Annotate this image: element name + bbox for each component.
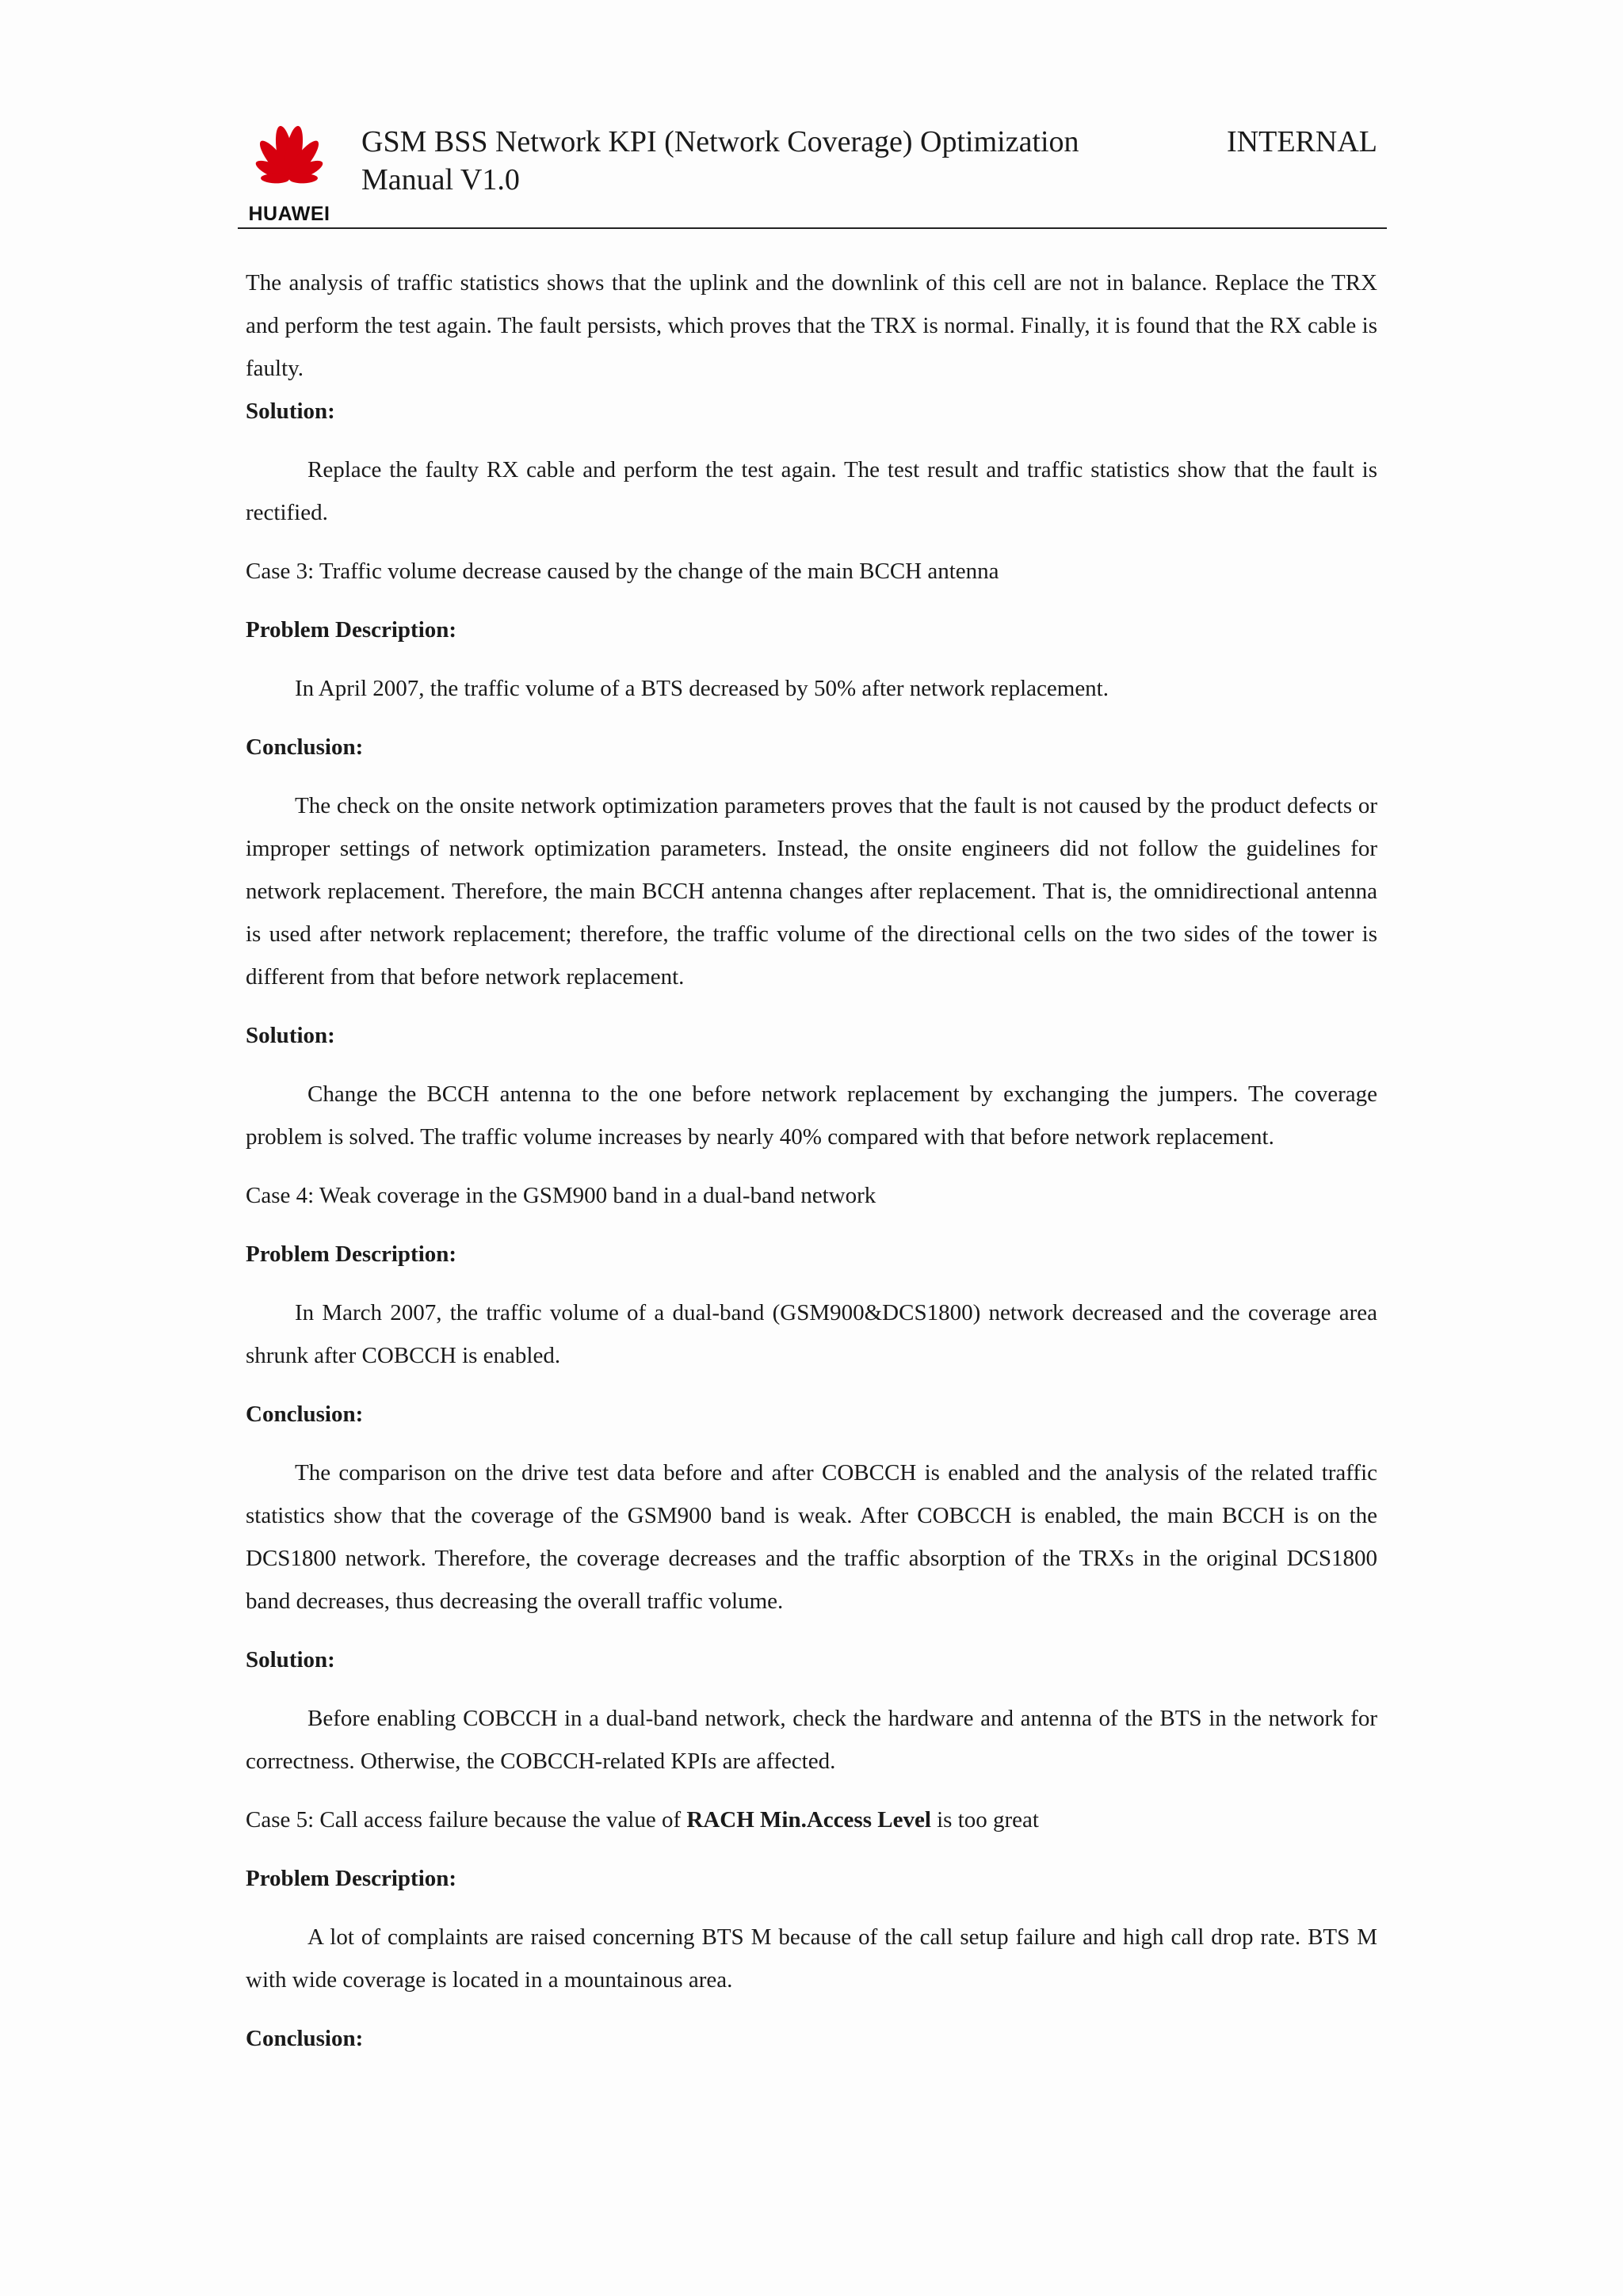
section-heading: Solution:	[246, 1023, 335, 1048]
section-heading: Conclusion:	[246, 1402, 364, 1427]
huawei-flower-icon	[238, 119, 341, 204]
paragraph: The comparison on the drive test data before and after COBCCH is enabled and the analysis of the related traffic statistics show that the coverage of the GSM900 band is weak. After COBCCH is enabled, the main BCCH is on the DCS1800 network. Therefore, the coverage decreases and the traffic absorption of the TRXs in the original DCS1800 band decreases, thus decreasing the overall traffic volume.	[246, 1460, 1377, 1614]
paragraph: In April 2007, the traffic volume of a BTS decreased by 50% after network replacement.	[295, 676, 1109, 701]
header-divider	[238, 227, 1387, 229]
section-heading: Problem Description:	[246, 1241, 457, 1267]
parameter-name: RACH Min.Access Level	[686, 1807, 931, 1833]
paragraph: In March 2007, the traffic volume of a dual-band (GSM900&DCS1800) network decreased and the coverage area shrunk after COBCCH is enabled.	[246, 1300, 1377, 1368]
case-heading	[246, 1798, 1377, 1841]
section-heading: Solution:	[246, 1647, 335, 1672]
paragraph: The analysis of traffic statistics shows that the uplink and the downlink of this cell are not in balance. Replace the TRX and perform the test again. The fault persists, which proves that the TRX is normal. Finally, it is found that the RX cable is faulty.	[246, 270, 1377, 381]
section-heading: Conclusion:	[246, 734, 364, 760]
huawei-logo	[238, 119, 341, 223]
case-heading-prefix: Case 5: Call access failure because the value of	[246, 1807, 687, 1833]
case-heading: Case 4: Weak coverage in the GSM900 band in a dual-band network	[246, 1183, 876, 1208]
paragraph: Before enabling COBCCH in a dual-band network, check the hardware and antenna of the BTS in the network for correctness. Otherwise, the COBCCH-related KPIs are affected.	[246, 1706, 1377, 1774]
classification-label: INTERNAL	[1227, 125, 1377, 158]
section-heading: Solution:	[246, 399, 335, 424]
paragraph: The check on the onsite network optimization parameters proves that the fault is not caused by the product defects or improper settings of network optimization parameters. Instead, the onsite engineers did not follow the guidelines for network replacement. Therefore, the main BCCH antenna changes after replacement. That is, the omnidirectional antenna is used after network replacement; therefore, the traffic volume of the directional cells on the two sides of the tower is different from that before network replacement.	[246, 793, 1377, 990]
section-heading: Problem Description:	[246, 617, 457, 643]
document-title: GSM BSS Network KPI (Network Coverage) Optimization Manual V1.0	[361, 125, 1079, 196]
paragraph: Replace the faulty RX cable and perform the test again. The test result and traffic statistics show that the fault is rectified.	[246, 457, 1377, 525]
case-heading: Case 3: Traffic volume decrease caused by the change of the main BCCH antenna	[246, 559, 999, 584]
section-heading: Problem Description:	[246, 1866, 457, 1891]
document-body	[246, 261, 1377, 2060]
section-heading: Conclusion:	[246, 2026, 364, 2051]
paragraph: A lot of complaints are raised concerning BTS M because of the call setup failure and high call drop rate. BTS M with wide coverage is located in a mountainous area.	[246, 1924, 1377, 1993]
logo-wordmark: HUAWEI	[248, 203, 330, 225]
case-heading-suffix: is too great	[930, 1807, 1039, 1833]
paragraph: Change the BCCH antenna to the one before network replacement by exchanging the jumpers. The coverage problem is solved. The traffic volume increases by nearly 40% compared with that before network replacement.	[246, 1081, 1377, 1150]
